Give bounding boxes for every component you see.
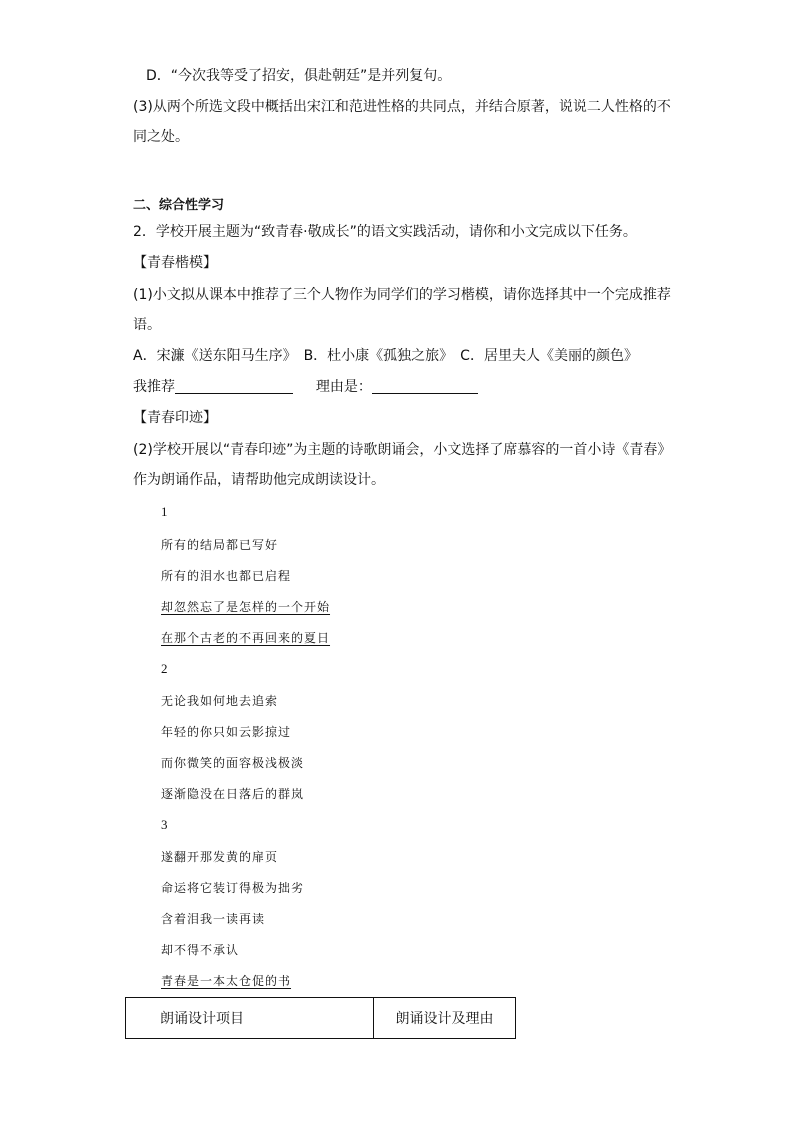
table-row	[126, 998, 516, 1039]
part2-line1: (2)学校开展以“青春印迹”为主题的诗歌朗诵会，小文选择了席慕容的一首小诗《青春》	[133, 442, 672, 458]
table-header-item: 朗诵设计项目	[126, 998, 374, 1039]
stanza-3-number: 3	[161, 817, 168, 832]
q1-option-d: D．“今次我等受了招安，俱赴朝廷”是并列复句。	[146, 68, 452, 84]
poem-line-underlined: 却忽然忘了是怎样的一个开始	[161, 600, 331, 614]
character-options: A．宋濂《送东阳马生序》 B．杜小康《孤独之旅》 C．居里夫人《美丽的颜色》	[133, 348, 638, 364]
q2-intro: 2．学校开展主题为“致青春·敬成长”的语文实践活动，请你和小文完成以下任务。	[133, 224, 637, 240]
part2-line2: 作为朗诵作品，请帮助他完成朗读设计。	[133, 472, 385, 488]
poem-line: 含着泪我一读再读	[161, 912, 266, 926]
q1-sub3-line1: (3)从两个所选文段中概括出宋江和范进性格的共同点，并结合原著，说说二人性格的不	[133, 99, 671, 115]
poem-line: 却不得不承认	[161, 943, 240, 957]
stanza-2-number: 2	[161, 661, 168, 676]
part1-line2: 语。	[133, 317, 161, 333]
poem-line: 所有的结局都已写好	[161, 538, 279, 552]
part2-heading: 【青春印迹】	[133, 410, 217, 426]
part1-line1: (1)小文拟从课本中推荐了三个人物作为同学们的学习楷模，请你选择其中一个完成推荐	[133, 287, 671, 303]
poem-line: 无论我如何地去追索	[161, 694, 279, 708]
poem-line: 所有的泪水也都已启程	[161, 569, 292, 583]
part1-heading: 【青春楷模】	[133, 255, 217, 271]
poem-line: 命运将它装订得极为拙劣	[161, 881, 305, 895]
poem-line: 遂翻开那发黄的扉页	[161, 850, 279, 864]
recommend-row	[133, 377, 478, 397]
poem-line-underlined: 在那个古老的不再回来的夏日	[161, 631, 331, 645]
recommend-blank[interactable]	[175, 379, 293, 394]
recommend-label: 我推荐	[133, 379, 175, 395]
poem-line: 年轻的你只如云影掠过	[161, 725, 292, 739]
table-header-design: 朗诵设计及理由	[374, 998, 516, 1039]
recitation-design-table	[125, 997, 516, 1039]
stanza-1-number: 1	[161, 504, 168, 519]
reason-blank[interactable]	[372, 379, 478, 394]
q1-sub3-line2: 同之处。	[133, 129, 189, 145]
poem-line-underlined: 青春是一本太仓促的书	[161, 974, 292, 988]
poem-line: 逐渐隐没在日落后的群岚	[161, 787, 305, 801]
section-heading: 二、综合性学习	[133, 198, 225, 213]
reason-label: 理由是：	[315, 379, 372, 395]
poem-line: 而你微笑的面容极浅极淡	[161, 756, 305, 770]
